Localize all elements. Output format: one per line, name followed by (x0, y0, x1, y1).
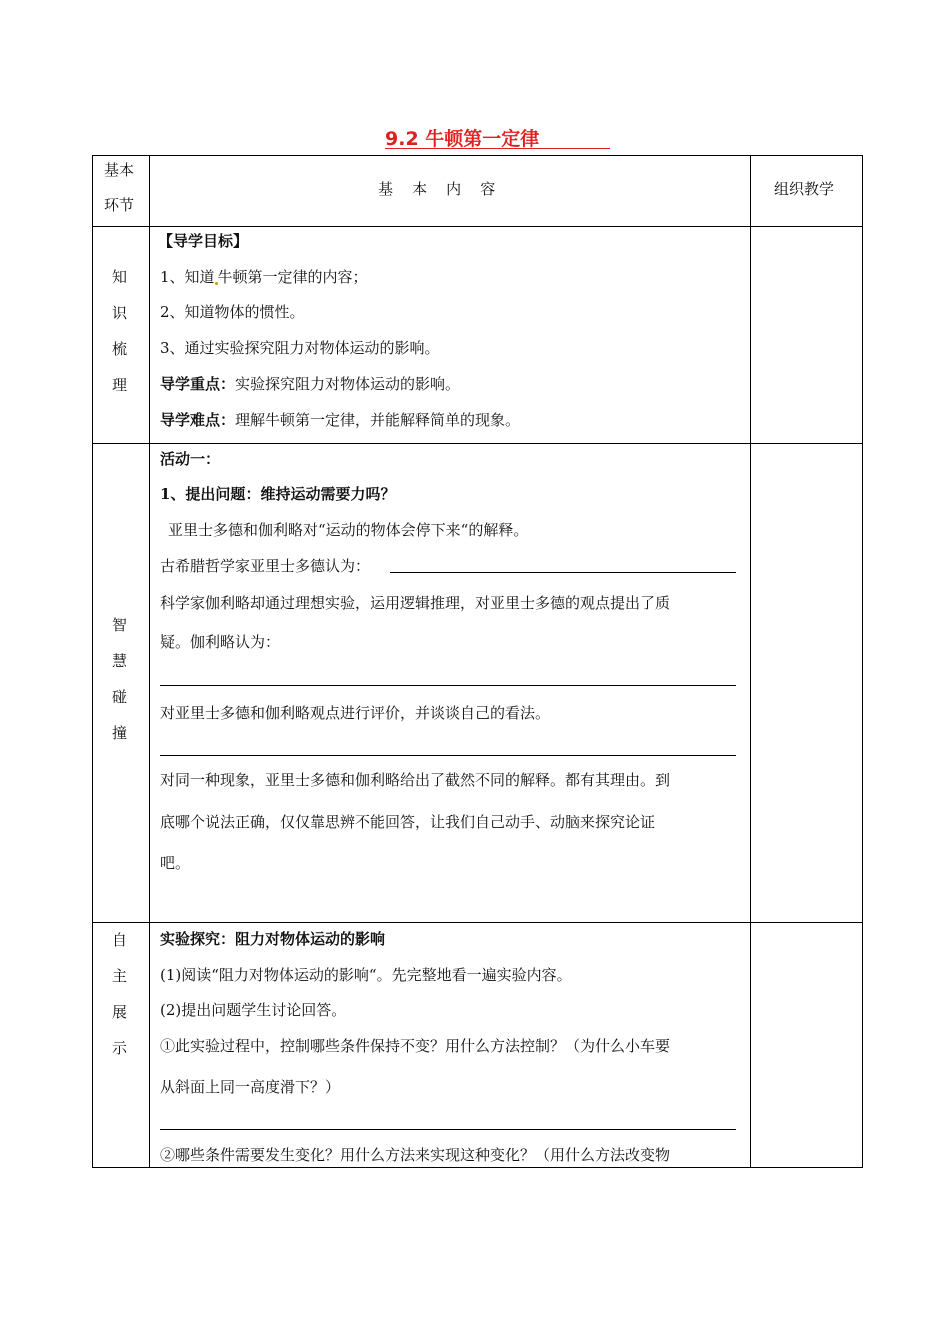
row-divider-1 (92, 226, 862, 227)
answer-line (160, 685, 736, 686)
section3-heading: 实验探究：阻力对物体运动的影响 (160, 930, 386, 948)
answer-line (160, 755, 736, 756)
section2-heading: 活动一： (160, 450, 221, 468)
row-divider-3 (92, 922, 862, 923)
section2-line-3: 科学家伽利略却通过理想实验，运用逻辑推理，对亚里士多德的观点提出了质 (160, 594, 671, 612)
section1-item-1: 1、知道 牛顿第一定律的内容； (160, 268, 368, 286)
row-divider-2 (92, 443, 862, 444)
section2-label-char: 慧 (112, 652, 128, 670)
section2-line-6: 对同一种现象，亚里士多德和伽利略给出了截然不同的解释。都有其理由。到 (160, 771, 671, 789)
section3-label-char: 自 (112, 931, 128, 949)
table-border-right (862, 155, 863, 1168)
title-underline (385, 148, 610, 149)
section2-line-8: 吧。 (160, 854, 191, 872)
header-col1-line1: 基本 (104, 161, 135, 179)
table-border-top (92, 155, 862, 156)
table-border-bottom (92, 1167, 862, 1168)
table-divider-1 (149, 155, 150, 1168)
section2-label-char: 碰 (112, 688, 128, 706)
section3-line-2: (2)提出问题学生讨论回答。 (160, 1001, 347, 1019)
header-col1-line2: 环节 (104, 196, 135, 214)
section2-line-5: 对亚里士多德和伽利略观点进行评价，并谈谈自己的看法。 (160, 704, 551, 722)
table-divider-2 (750, 155, 751, 1168)
section1-label-char: 知 (112, 268, 128, 286)
section3-label-char: 主 (112, 967, 128, 985)
section2-line-1: 亚里士多德和伽利略对“运动的物体会停下来“的解释。 (168, 521, 529, 539)
section2-label-char: 撞 (112, 724, 128, 742)
section3-line-4: 从斜面上同一高度滑下？） (160, 1078, 341, 1096)
section3-line-5: ②哪些条件需要发生变化？用什么方法来实现这种变化？（用什么方法改变物 (160, 1146, 671, 1164)
section1-label-char: 理 (112, 376, 128, 394)
section3-line-3: ①此实验过程中，控制哪些条件保持不变？用什么方法控制？（为什么小车要 (160, 1037, 671, 1055)
page-title: 9.2 牛顿第一定律 (385, 128, 540, 150)
section1-label-char: 梳 (112, 340, 128, 358)
header-col3: 组织教学 (774, 180, 835, 198)
section2-label-char: 智 (112, 616, 128, 634)
section2-question: 1、提出问题：维持运动需要力吗？ (160, 485, 396, 503)
section2-line-4: 疑。伽利略认为： (160, 633, 281, 651)
section1-item-3: 3、通过实验探究阻力对物体运动的影响。 (160, 339, 440, 357)
section1-label-char: 识 (112, 304, 128, 322)
section3-label-char: 展 (112, 1003, 128, 1021)
section1-item-2: 2、知道物体的惯性。 (160, 303, 305, 321)
section1-focus: 导学重点：实验探究阻力对物体运动的影响。 (160, 375, 461, 393)
section3-line-1: (1)阅读“阻力对物体运动的影响“。先完整地看一遍实验内容。 (160, 966, 572, 984)
section1-heading: 【导学目标】 (158, 232, 249, 250)
section2-line-2: 古希腊哲学家亚里士多德认为： (160, 557, 371, 575)
answer-line (390, 572, 736, 573)
table-border-left (92, 155, 93, 1168)
section1-difficulty: 导学难点：理解牛顿第一定律，并能解释简单的现象。 (160, 411, 521, 429)
answer-line (160, 1129, 736, 1130)
section2-line-7: 底哪个说法正确，仅仅靠思辨不能回答，让我们自己动手、动脑来探究论证 (160, 813, 656, 831)
header-col2: 基 本 内 容 (378, 180, 496, 198)
section3-label-char: 示 (112, 1039, 128, 1057)
